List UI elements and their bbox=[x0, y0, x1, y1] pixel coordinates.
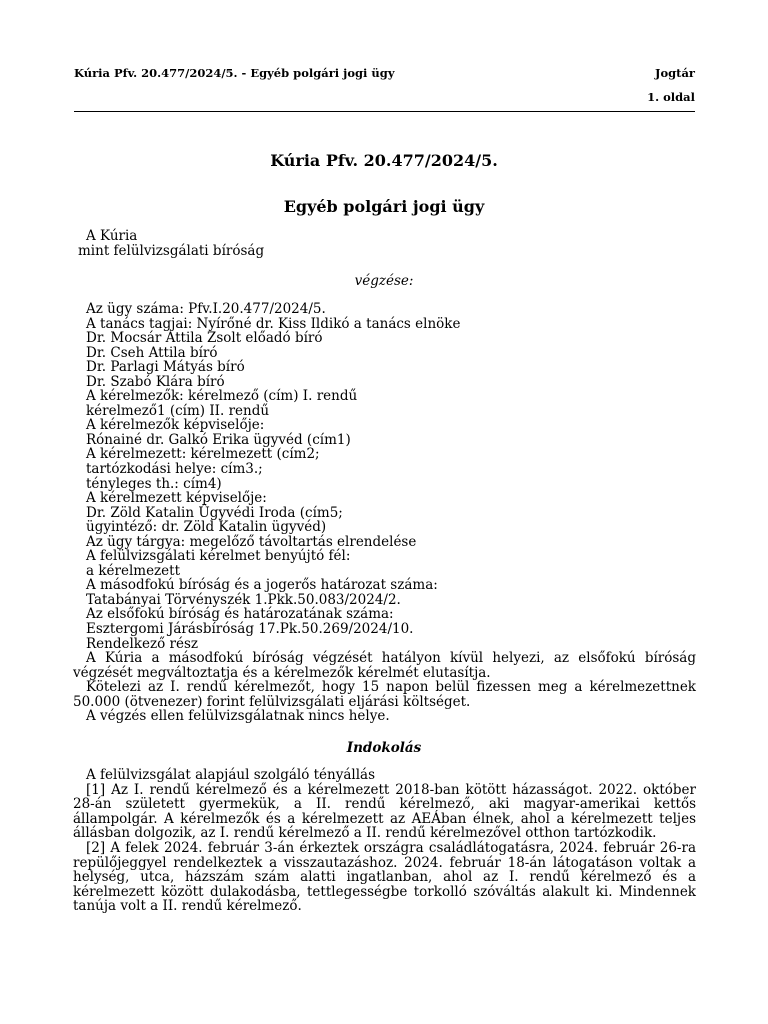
case-line: ügyintéző: dr. Zöld Katalin ügyvéd) bbox=[86, 519, 327, 536]
reasoning-subheading: A felülvizsgálat alapjául szolgáló tényállás bbox=[86, 767, 376, 783]
document-subtitle: Egyéb polgári jogi ügy bbox=[283, 197, 485, 216]
header-source: Jogtár bbox=[655, 66, 695, 80]
court-name: A Kúria bbox=[86, 228, 138, 244]
court-block bbox=[78, 228, 265, 259]
document-title: Kúria Pfv. 20.477/2024/5. bbox=[270, 151, 498, 170]
decision-label: végzése: bbox=[354, 273, 414, 289]
reasoning-paragraph: [1] Az I. rendű kérelmező és a kérelmezett 2018-ban kötött házasságot. 2022. október 28-án született gyermekük, a II. rendű kérelmező, aki magyar-amerikai kettős állampolgár. A kérelmezők és a kérelmezett az AEÁban élnek, ahol a kérelmezett teljes állásban dolgozik, az I. rendű kérelmező a II. rendű kérelmezővel otthon tartózkodik. bbox=[73, 781, 696, 842]
reasoning-paragraph: [2] A felek 2024. február 3-án érkeztek országra családlátogatásra, 2024. február 26-ra repülőjeggyel rendelkeztek a visszautazáshoz. 2024. február 18-án látogatáson voltak a helység, utca, házszám szám alatti ingatlanban, ahol az I. rendű kérelmező és a kérelmezett között dulakodásba, tettlegességbe torkolló szóváltás alakult ki. Mindennek tanúja volt a II. rendű kérelmező. bbox=[73, 839, 696, 915]
case-line: Tatabányai Törvényszék 1.Pkk.50.083/2024/2. bbox=[86, 591, 401, 608]
case-line: A másodfokú bíróság és a jogerős határozat száma: bbox=[86, 577, 438, 594]
case-line: A kérelmezők képviselője: bbox=[86, 417, 265, 434]
case-line: Esztergomi Járásbíróság 17.Pk.50.269/2024/10. bbox=[86, 621, 414, 638]
reasoning-heading: Indokolás bbox=[346, 740, 422, 756]
case-line: kérelmező1 (cím) II. rendű bbox=[86, 402, 270, 419]
case-line: A kérelmezett: kérelmezett (cím2; bbox=[86, 446, 320, 463]
page-header bbox=[74, 64, 695, 114]
header-page-number: 1. oldal bbox=[647, 90, 695, 104]
header-document-title: Kúria Pfv. 20.477/2024/5. - Egyéb polgári jogi ügy bbox=[74, 66, 395, 80]
reasoning-section bbox=[73, 768, 696, 914]
operative-paragraph: A Kúria a másodfokú bíróság végzését hatályon kívül helyezi, az elsőfokú bíróság végzését megváltoztatja és a kérelmezők kérelmét elutasítja. bbox=[73, 650, 696, 681]
case-line: Az ügy tárgya: megelőző távoltartás elrendelése bbox=[86, 533, 417, 550]
court-role: mint felülvizsgálati bíróság bbox=[78, 242, 265, 259]
case-line: Rónainé dr. Galkó Erika ügyvéd (cím1) bbox=[86, 431, 351, 448]
case-line: Dr. Zöld Katalin Ügyvédi Iroda (cím5; bbox=[86, 504, 343, 521]
case-line: a kérelmezett bbox=[86, 562, 181, 579]
case-line: Dr. Mocsár Attila Zsolt előadó bíró bbox=[86, 330, 323, 347]
case-line: A felülvizsgálati kérelmet benyújtó fél: bbox=[86, 548, 351, 565]
case-line: A kérelmezők: kérelmező (cím) I. rendű bbox=[86, 388, 358, 405]
operative-paragraph: A végzés ellen felülvizsgálatnak nincs helye. bbox=[86, 708, 390, 725]
case-line: tartózkodási helye: cím3.; bbox=[86, 461, 263, 478]
case-line: Dr. Parlagi Mátyás bíró bbox=[86, 359, 245, 376]
case-line: tényleges th.: cím4) bbox=[86, 475, 222, 492]
case-line: Az ügy száma: Pfv.I.20.477/2024/5. bbox=[86, 301, 326, 317]
case-line: Az elsőfokú bíróság és határozatának száma: bbox=[86, 606, 394, 623]
case-line: Dr. Cseh Attila bíró bbox=[86, 344, 218, 361]
case-line: A kérelmezett képviselője: bbox=[86, 490, 267, 507]
case-details bbox=[73, 302, 696, 724]
case-line: A tanács tagjai: Nyírőné dr. Kiss Ildikó a tanács elnöke bbox=[86, 315, 461, 332]
operative-paragraph: Kötelezi az I. rendű kérelmezőt, hogy 15 napon belül fizessen meg a kérelmezettnek 50.000 (ötvenezer) forint felülvizsgálati eljárási költséget. bbox=[73, 679, 696, 710]
header-divider bbox=[74, 111, 695, 112]
case-line: Dr. Szabó Klára bíró bbox=[86, 373, 225, 390]
case-line: Rendelkező rész bbox=[86, 635, 198, 652]
